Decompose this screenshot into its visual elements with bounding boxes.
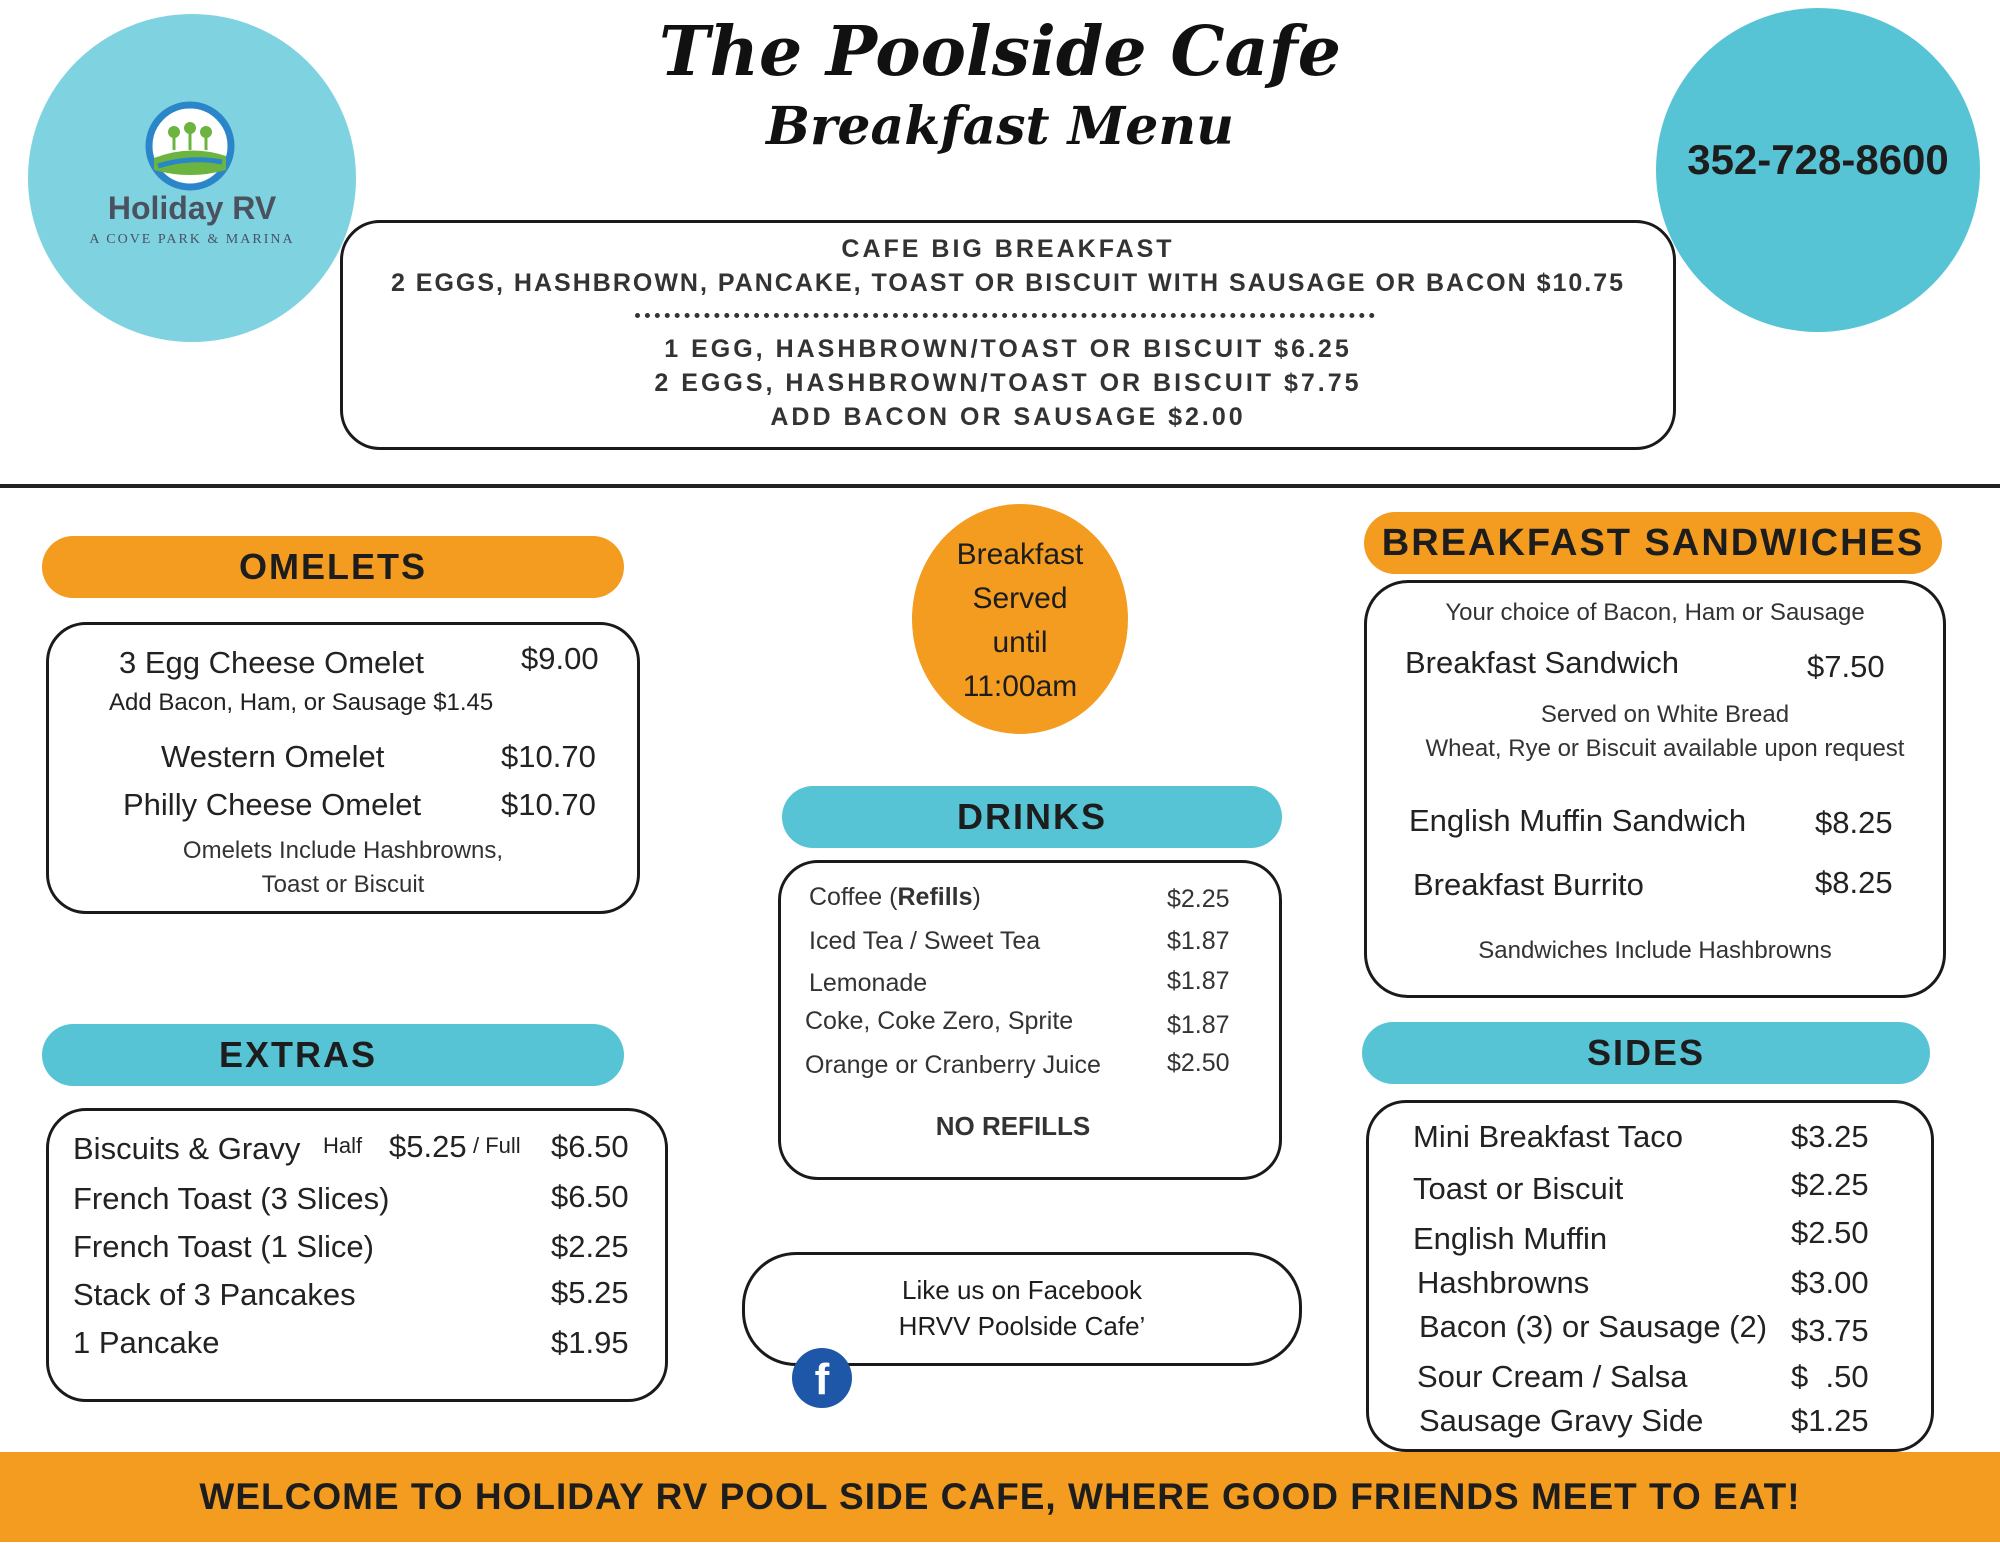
side-item-price: $ .50 xyxy=(1791,1359,1869,1394)
omelet-item2-price: $10.70 xyxy=(501,739,596,774)
side-item-name: Sausage Gravy Side xyxy=(1419,1403,1704,1438)
sandwiches-bread-line1: Served on White Bread xyxy=(1540,701,1790,728)
side-item-price: $2.25 xyxy=(1791,1167,1869,1202)
served-line4: 11:00am xyxy=(962,670,1078,703)
big-breakfast-line2: 1 EGG, HASHBROWN/TOAST OR BISCUIT $6.25 xyxy=(664,335,1352,363)
side-item-name: Sour Cream / Salsa xyxy=(1417,1359,1688,1394)
extras-gravy-name: Biscuits & Gravy xyxy=(73,1131,301,1166)
sandwiches-note: Sandwiches Include Hashbrowns xyxy=(1478,937,1832,964)
extras-gravy-half-label: Half xyxy=(323,1133,363,1158)
extras-item-name: French Toast (1 Slice) xyxy=(73,1229,374,1264)
side-item-name: English Muffin xyxy=(1413,1221,1608,1256)
side-item-price: $3.25 xyxy=(1791,1119,1869,1154)
phone-number: 352-728-8600 xyxy=(1687,136,1949,183)
facebook-line1: Like us on Facebook xyxy=(902,1275,1142,1305)
omelet-item1-note: Add Bacon, Ham, or Sausage $1.45 xyxy=(109,689,494,716)
extras-gravy-full-price: $6.50 xyxy=(551,1129,629,1164)
drink-item-price: $1.87 xyxy=(1167,967,1230,995)
drink-coffee-price: $2.25 xyxy=(1167,885,1230,913)
omelets-note-line1: Omelets Include Hashbrowns, xyxy=(182,837,504,864)
breakfast-served-badge xyxy=(912,504,1128,734)
facebook-glyph: f xyxy=(814,1355,830,1404)
side-item-price: $2.50 xyxy=(1791,1215,1869,1250)
sandwich-item3-price: $8.25 xyxy=(1815,865,1893,900)
sandwich-item1-name: Breakfast Sandwich xyxy=(1405,645,1679,680)
drink-coffee-prefix: Coffee ( xyxy=(809,883,898,911)
omelet-item1-price: $9.00 xyxy=(521,641,599,676)
omelet-item2-name: Western Omelet xyxy=(161,739,385,774)
logo-name: Holiday RV xyxy=(107,190,277,226)
facebook-line2: HRVV Poolside Cafe’ xyxy=(898,1311,1146,1341)
extras-item-name: Stack of 3 Pancakes xyxy=(73,1277,356,1312)
served-line1: Breakfast xyxy=(956,538,1084,571)
drink-item-name: Coke, Coke Zero, Sprite xyxy=(805,1007,1074,1035)
side-item-name: Bacon (3) or Sausage (2) xyxy=(1419,1309,1768,1344)
sandwich-item2-name: English Muffin Sandwich xyxy=(1409,803,1747,838)
side-item-name: Toast or Biscuit xyxy=(1413,1171,1624,1206)
extras-item-price: $1.95 xyxy=(551,1325,629,1360)
extras-gravy-full-label: / Full xyxy=(473,1133,521,1158)
logo-tagline: A COVE PARK & MARINA xyxy=(89,232,295,247)
big-breakfast-divider xyxy=(635,313,1375,318)
drink-item-price: $2.50 xyxy=(1167,1049,1230,1077)
page-title: The Poolside Cafe xyxy=(658,12,1342,92)
side-item-price: $3.75 xyxy=(1791,1313,1869,1348)
omelets-note-line2: Toast or Biscuit xyxy=(261,871,425,898)
drink-item-price: $1.87 xyxy=(1167,1011,1230,1039)
logo-circle xyxy=(28,14,356,342)
extras-item-price: $6.50 xyxy=(551,1179,629,1214)
header-separator xyxy=(0,484,2000,488)
big-breakfast-line3: 2 EGGS, HASHBROWN/TOAST OR BISCUIT $7.75 xyxy=(654,369,1362,397)
big-breakfast-box xyxy=(340,220,1676,450)
drink-item-price: $1.87 xyxy=(1167,927,1230,955)
big-breakfast-line1: 2 EGGS, HASHBROWN, PANCAKE, TOAST OR BISCUIT WITH SAUSAGE OR BACON $10.75 xyxy=(390,269,1626,297)
drinks-heading: DRINKS xyxy=(782,786,1282,848)
drinks-box xyxy=(778,860,1282,1180)
holiday-rv-logo-icon xyxy=(144,100,236,192)
extras-item-name: French Toast (3 Slices) xyxy=(73,1181,390,1216)
drink-coffee-refills: Refills xyxy=(897,883,973,911)
extras-box xyxy=(46,1108,668,1402)
sandwich-item3-name: Breakfast Burrito xyxy=(1413,867,1644,902)
sides-box xyxy=(1366,1100,1934,1452)
sandwiches-choice: Your choice of Bacon, Ham or Sausage xyxy=(1445,599,1865,626)
omelets-box xyxy=(46,622,640,914)
drink-coffee-name xyxy=(809,883,981,912)
phone-circle xyxy=(1656,8,1980,332)
footer-text: WELCOME TO HOLIDAY RV POOL SIDE CAFE, WHERE GOOD FRIENDS MEET TO EAT! xyxy=(199,1476,1801,1517)
omelets-heading: OMELETS xyxy=(42,536,624,598)
served-line3: until xyxy=(992,626,1048,659)
sandwich-item2-price: $8.25 xyxy=(1815,805,1893,840)
omelet-item3-price: $10.70 xyxy=(501,787,596,822)
drink-item-name: Lemonade xyxy=(809,969,928,997)
sandwich-item1-price: $7.50 xyxy=(1807,649,1885,684)
served-line2: Served xyxy=(972,582,1068,615)
facebook-icon[interactable] xyxy=(792,1348,852,1408)
sandwiches-heading: BREAKFAST SANDWICHES xyxy=(1364,512,1942,574)
drink-coffee-suffix: ) xyxy=(972,883,981,911)
drink-item-name: Iced Tea / Sweet Tea xyxy=(809,927,1041,955)
extras-item-price: $2.25 xyxy=(551,1229,629,1264)
sandwiches-bread-line2: Wheat, Rye or Biscuit available upon request xyxy=(1425,735,1905,762)
side-item-price: $3.00 xyxy=(1791,1265,1869,1300)
big-breakfast-line4: ADD BACON OR SAUSAGE $2.00 xyxy=(770,403,1246,431)
extras-item-name: 1 Pancake xyxy=(73,1325,220,1360)
footer-banner xyxy=(0,1452,2000,1542)
extras-gravy-half-price: $5.25 xyxy=(389,1129,467,1164)
drinks-note: NO REFILLS xyxy=(935,1111,1091,1141)
side-item-price: $1.25 xyxy=(1791,1403,1869,1438)
side-item-name: Mini Breakfast Taco xyxy=(1413,1119,1683,1154)
side-item-name: Hashbrowns xyxy=(1417,1265,1590,1300)
extras-heading: EXTRAS xyxy=(42,1024,624,1086)
extras-item-price: $5.25 xyxy=(551,1275,629,1310)
page-subtitle: Breakfast Menu xyxy=(766,96,1234,157)
drink-item-name: Orange or Cranberry Juice xyxy=(805,1051,1101,1079)
omelet-item3-name: Philly Cheese Omelet xyxy=(123,787,422,822)
sandwiches-box xyxy=(1364,580,1946,998)
omelet-item1-name: 3 Egg Cheese Omelet xyxy=(119,645,425,680)
sides-heading: SIDES xyxy=(1362,1022,1930,1084)
big-breakfast-title: CAFE BIG BREAKFAST xyxy=(841,235,1175,263)
